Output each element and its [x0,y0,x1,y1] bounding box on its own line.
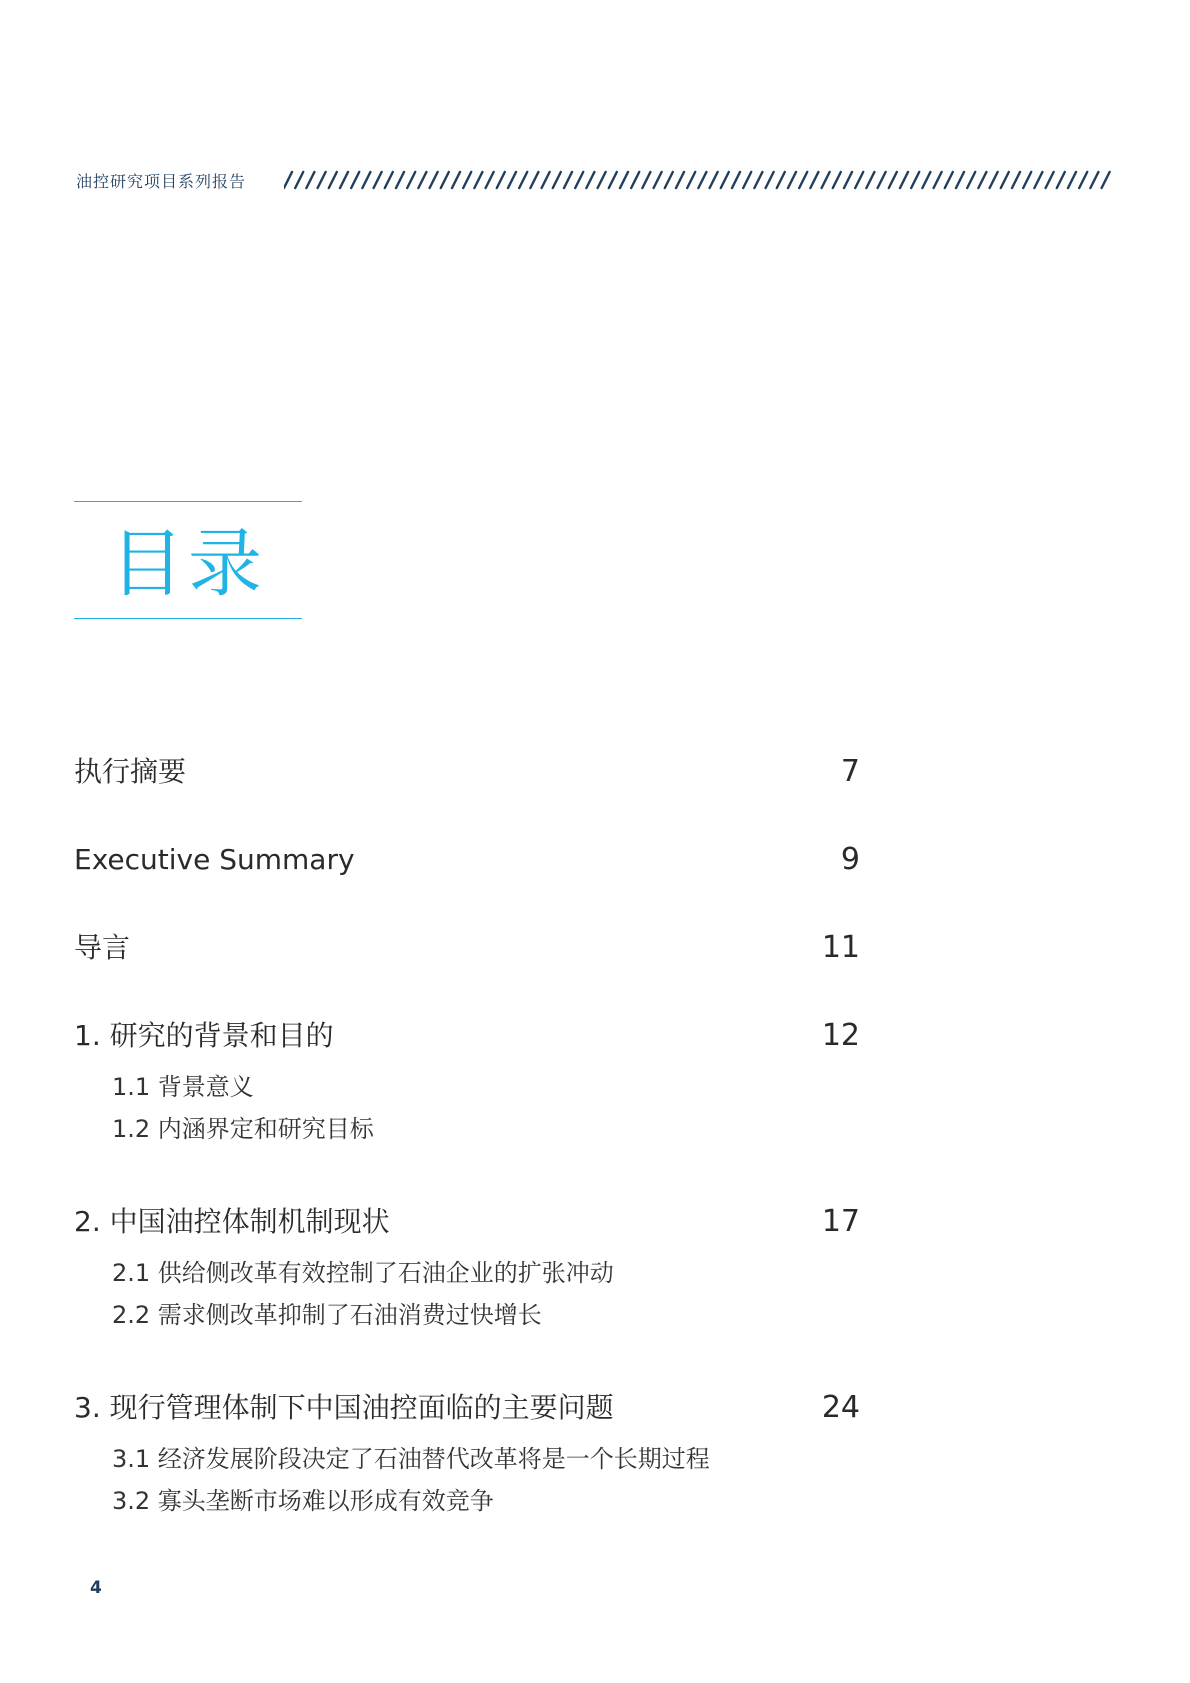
table-of-contents [74,752,860,1522]
toc-entry-page: 9 [840,842,860,877]
toc-entry-page: 7 [840,754,860,789]
toc-entry-exec-summary-en[interactable] [74,840,860,880]
toc-subentry-1-2[interactable]: 1.2 内涵界定和研究目标 [112,1115,374,1143]
toc-entry-page: 17 [821,1204,860,1239]
toc-title-box [74,501,302,619]
toc-entry-chapter-1[interactable] [74,1016,860,1056]
toc-subentry-3-1[interactable]: 3.1 经济发展阶段决定了石油替代改革将是一个长期过程 [112,1445,710,1473]
toc-subentry-2-2[interactable]: 2.2 需求侧改革抑制了石油消费过快增长 [112,1301,542,1329]
toc-entry-chapter-2[interactable] [74,1202,860,1242]
toc-entry-page: 24 [821,1390,860,1425]
toc-entry-label: 导言 [74,931,131,964]
toc-entry-label: 1. 研究的背景和目的 [74,1019,334,1052]
toc-subentry-1-1[interactable]: 1.1 背景意义 [112,1073,254,1101]
toc-subentry-2-1[interactable]: 2.1 供给侧改革有效控制了石油企业的扩张冲动 [112,1259,614,1287]
toc-entry-label: Executive Summary [74,843,355,876]
toc-entry-chapter-3[interactable] [74,1388,860,1428]
toc-title: 目录 [110,521,266,607]
report-series-label: 油控研究项目系列报告 [76,172,247,191]
header-hatch-divider [284,170,1120,190]
toc-entry-label: 执行摘要 [74,755,187,788]
toc-entry-page: 12 [821,1018,860,1053]
toc-subentry-3-2[interactable]: 3.2 寡头垄断市场难以形成有效竞争 [112,1487,494,1515]
toc-entry-page: 11 [821,930,860,965]
page-number: 4 [90,1578,102,1598]
toc-entry-label: 3. 现行管理体制下中国油控面临的主要问题 [74,1391,614,1424]
toc-entry-exec-summary-cn[interactable] [74,752,860,792]
toc-entry-label: 2. 中国油控体制机制现状 [74,1205,390,1238]
toc-entry-intro[interactable] [74,928,860,968]
